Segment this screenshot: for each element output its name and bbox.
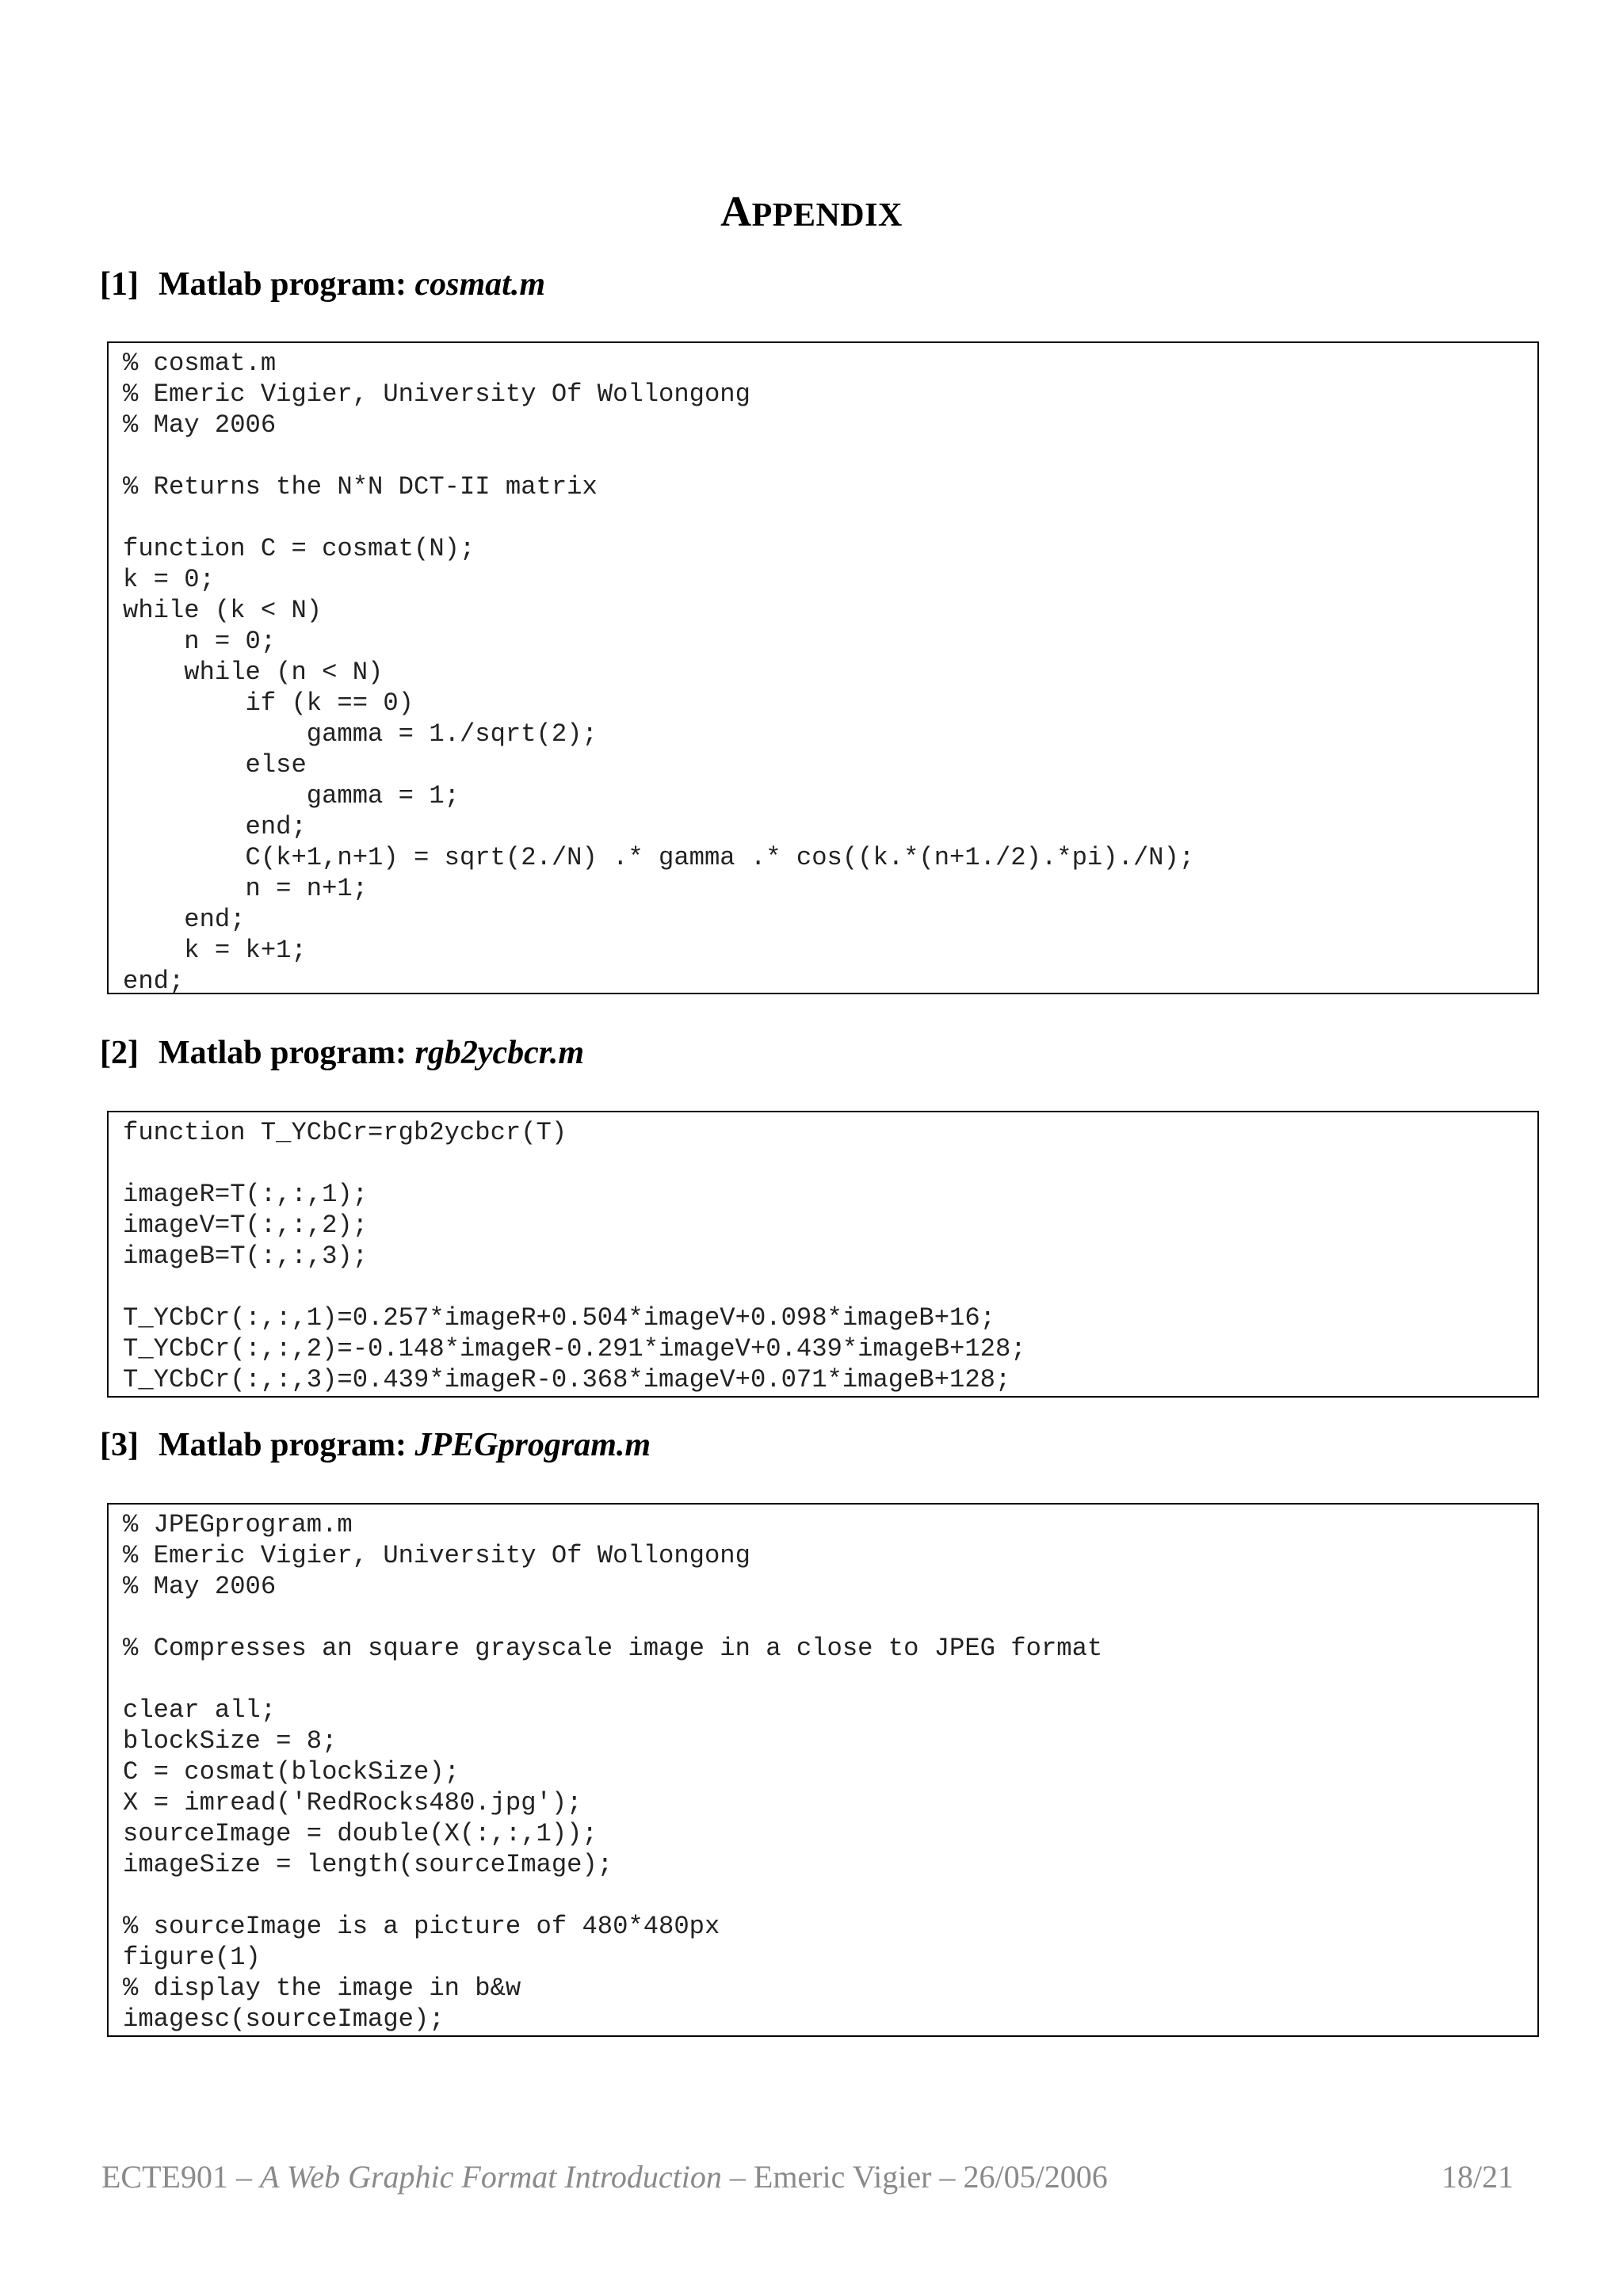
code-line: blockSize = 8;	[123, 1726, 338, 1756]
code-line	[123, 1602, 1537, 1633]
code-line: function T_YCbCr=rgb2ycbcr(T)	[123, 1118, 567, 1147]
title-initial: A	[720, 188, 752, 235]
code-line: n = n+1;	[123, 874, 369, 903]
footer-course: ECTE901 –	[101, 2159, 260, 2195]
code-line: clear all;	[123, 1695, 277, 1725]
code-line: imageB=T(:,:,3);	[123, 1241, 369, 1271]
code-line	[123, 441, 1537, 471]
page-title	[0, 187, 1623, 236]
section-2-label: Matlab program:	[158, 1035, 415, 1071]
code-line: end;	[123, 905, 246, 934]
code-line: T_YCbCr(:,:,1)=0.257*imageR+0.504*imageV+0.098*imageB+16;	[123, 1303, 995, 1333]
section-2-number: [2]	[100, 1035, 139, 1071]
code-line: imagesc(sourceImage);	[123, 2004, 445, 2034]
code-line: % Returns the N*N DCT-II matrix	[123, 472, 598, 502]
section-1-label: Matlab program:	[158, 266, 415, 303]
code-line: gamma = 1./sqrt(2);	[123, 719, 598, 749]
section-1-number: [1]	[100, 266, 139, 303]
code-block-rgb2ycbcr	[107, 1111, 1539, 1398]
section-3-number: [3]	[100, 1427, 139, 1463]
code-line: while (k < N)	[123, 596, 323, 625]
code-line: % JPEGprogram.m	[123, 1510, 353, 1539]
section-2-filename: rgb2ycbcr.m	[414, 1035, 584, 1071]
code-line: else	[123, 750, 307, 780]
code-line	[123, 1272, 1537, 1302]
code-line: % May 2006	[123, 410, 277, 440]
code-line	[123, 1880, 1537, 1911]
title-rest: PPENDIX	[751, 197, 903, 234]
code-line: T_YCbCr(:,:,3)=0.439*imageR-0.368*imageV+0.071*imageB+128;	[123, 1365, 1011, 1394]
code-line: % cosmat.m	[123, 349, 277, 378]
footer-doc-title: A Web Graphic Format Introduction	[259, 2159, 722, 2195]
code-line: % sourceImage is a picture of 480*480px	[123, 1912, 720, 1941]
section-1-filename: cosmat.m	[414, 266, 546, 303]
page-number: 18/21	[1441, 2159, 1514, 2195]
code-line	[123, 1664, 1537, 1695]
code-line: n = 0;	[123, 627, 277, 656]
code-line: gamma = 1;	[123, 781, 460, 810]
code-line: % Emeric Vigier, University Of Wollongong	[123, 379, 750, 409]
code-line: % display the image in b&w	[123, 1974, 521, 2003]
code-line: % May 2006	[123, 1572, 277, 1601]
section-2-heading	[100, 1034, 584, 1072]
code-line: C = cosmat(blockSize);	[123, 1757, 460, 1787]
code-line: end;	[123, 812, 307, 841]
code-line	[123, 1148, 1537, 1179]
section-3-heading	[100, 1426, 651, 1464]
code-block-cosmat	[107, 341, 1539, 994]
section-3-label: Matlab program:	[158, 1427, 415, 1463]
code-line: figure(1)	[123, 1943, 261, 1972]
code-line: % Compresses an square grayscale image in a close to JPEG format	[123, 1634, 1103, 1663]
code-line: T_YCbCr(:,:,2)=-0.148*imageR-0.291*imageV+0.439*imageB+128;	[123, 1334, 1026, 1363]
section-3-filename: JPEGprogram.m	[414, 1427, 651, 1463]
code-line: while (n < N)	[123, 658, 384, 687]
code-line: function C = cosmat(N);	[123, 534, 475, 563]
code-line: k = 0;	[123, 565, 215, 594]
code-line: imageSize = length(sourceImage);	[123, 1850, 613, 1879]
code-line: k = k+1;	[123, 936, 307, 965]
code-line: imageV=T(:,:,2);	[123, 1211, 369, 1240]
code-line: C(k+1,n+1) = sqrt(2./N) .* gamma .* cos((k.*(n+1./2).*pi)./N);	[123, 843, 1195, 872]
code-block-jpegprogram	[107, 1503, 1539, 2037]
code-line: end;	[123, 967, 185, 994]
code-line: X = imread('RedRocks480.jpg');	[123, 1788, 582, 1817]
code-line: if (k == 0)	[123, 688, 414, 718]
code-line	[123, 502, 1537, 533]
section-1-heading	[100, 265, 545, 303]
code-line: sourceImage = double(X(:,:,1));	[123, 1819, 598, 1848]
code-line: % Emeric Vigier, University Of Wollongong	[123, 1541, 750, 1570]
code-line: imageR=T(:,:,1);	[123, 1180, 369, 1209]
footer-author-date: – Emeric Vigier – 26/05/2006	[721, 2159, 1108, 2195]
page-footer	[101, 2158, 1516, 2195]
